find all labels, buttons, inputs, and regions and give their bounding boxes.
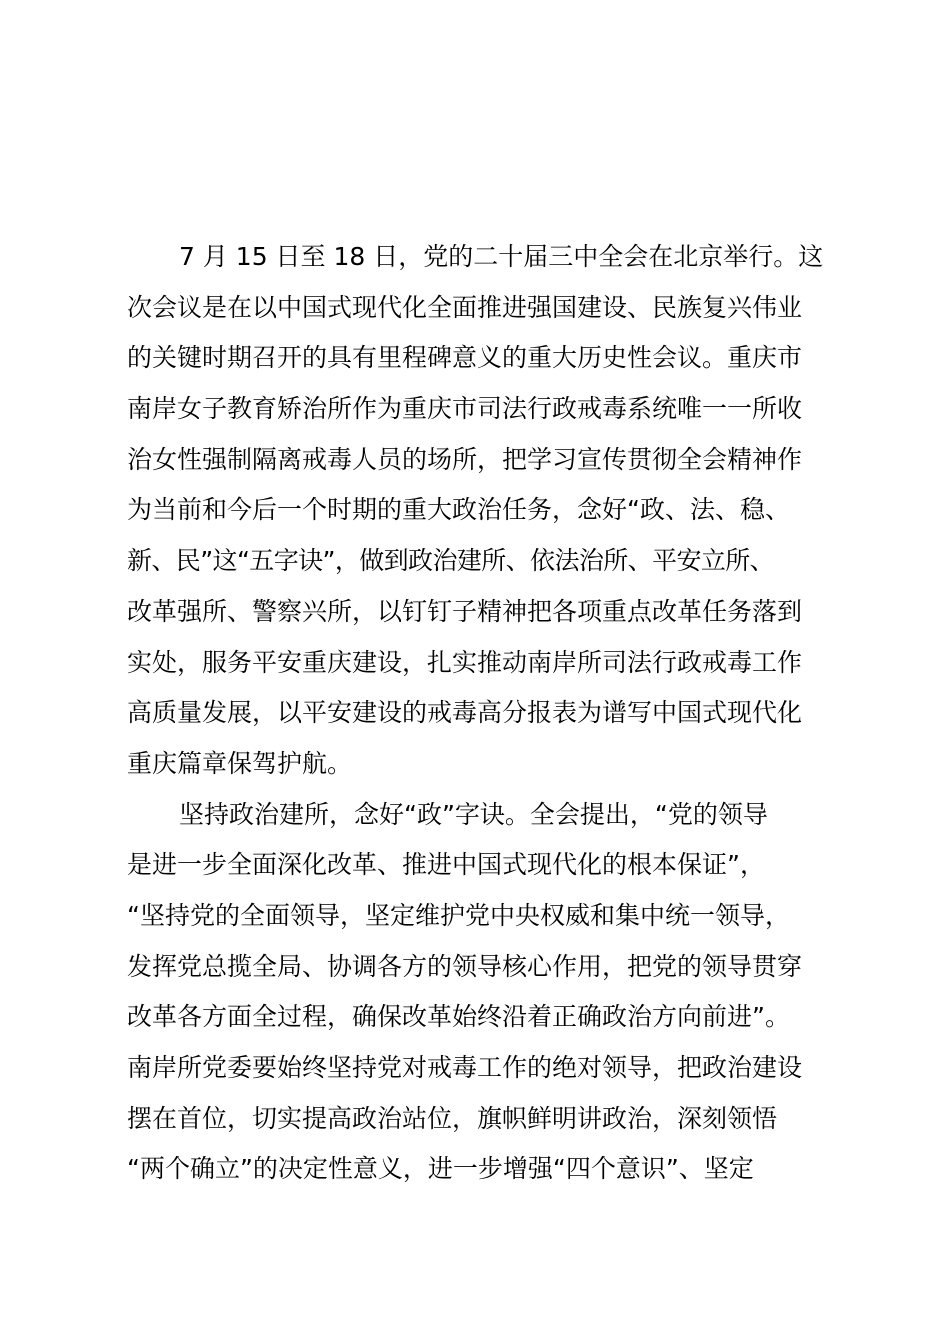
text-line: 治女性强制隔离戒毒人员的场所，把学习宣传贯彻全会精神作 xyxy=(127,444,803,474)
text-line: “坚持党的全面领导，坚定维护党中央权威和集中统一领导， xyxy=(127,900,790,930)
text-line: 发挥党总揽全局、协调各方的领导核心作用，把党的领导贯穿 xyxy=(127,951,803,981)
text-line: 改革强所、警察兴所，以钉钉子精神把各项重点改革任务落到 xyxy=(127,596,803,626)
text-line: 重庆篇章保驾护航。 xyxy=(127,748,353,778)
text-line: 为当前和今后一个时期的重大政治任务，念好“政、法、稳、 xyxy=(127,495,790,525)
document-body xyxy=(127,232,837,1195)
text-line: 高质量发展，以平安建设的戒毒高分报表为谱写中国式现代化 xyxy=(127,698,803,728)
text-line: 是进一步全面深化改革、推进中国式现代化的根本保证”， xyxy=(127,850,765,880)
text-line: “两个确立”的决定性意义，进一步增强“四个意识”、坚定 xyxy=(127,1154,754,1184)
text-line: 坚持政治建所，念好“政”字诀。全会提出，“党的领导 xyxy=(179,799,768,829)
text-line: 摆在首位，切实提高政治站位，旗帜鲜明讲政治，深刻领悟 xyxy=(127,1103,778,1133)
text-line: 次会议是在以中国式现代化全面推进强国建设、民族复兴伟业 xyxy=(127,292,803,322)
text-line: 新、民”这“五字诀”，做到政治建所、依法治所、平安立所、 xyxy=(127,546,775,576)
text-line: 南岸女子教育矫治所作为重庆市司法行政戒毒系统唯一一所收 xyxy=(127,394,803,424)
text-line: 7 月 15 日至 18 日，党的二十届三中全会在北京举行。这 xyxy=(179,242,824,271)
text-line: 改革各方面全过程，确保改革始终沿着正确政治方向前进”。 xyxy=(127,1002,790,1032)
text-line: 的关键时期召开的具有里程碑意义的重大历史性会议。重庆市 xyxy=(127,343,803,373)
text-line: 南岸所党委要始终坚持党对戒毒工作的绝对领导，把政治建设 xyxy=(127,1053,803,1082)
text-line: 实处，服务平安重庆建设，扎实推动南岸所司法行政戒毒工作 xyxy=(127,647,803,677)
